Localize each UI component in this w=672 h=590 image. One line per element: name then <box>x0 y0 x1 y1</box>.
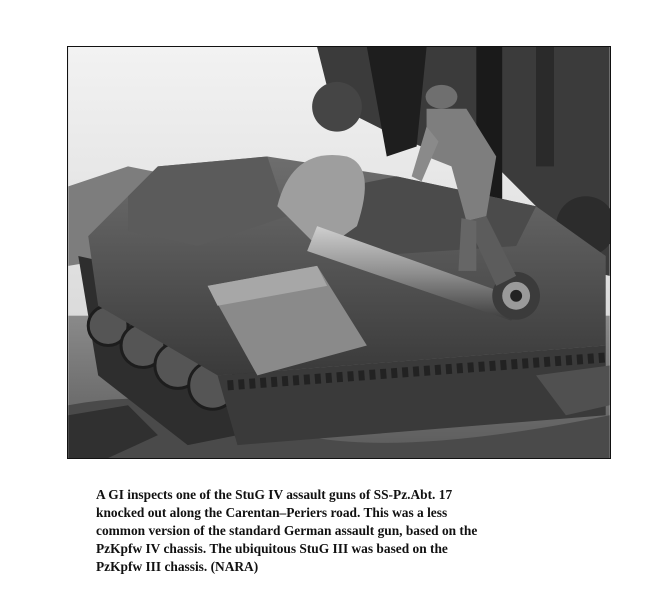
caption-line: common version of the standard German assault gun, based on the <box>96 523 478 538</box>
stug-iv-photo <box>68 47 610 458</box>
caption-line: knocked out along the Carentan–Periers road. This was a less <box>96 505 448 520</box>
caption-line: A GI inspects one of the StuG IV assault guns of SS-Pz.Abt. 17 <box>96 487 453 502</box>
caption-line: PzKpfw III chassis. (NARA) <box>96 559 259 574</box>
caption-line: PzKpfw IV chassis. The ubiquitous StuG III was based on the <box>96 541 448 556</box>
photograph <box>67 46 611 459</box>
photo-caption <box>96 486 616 576</box>
